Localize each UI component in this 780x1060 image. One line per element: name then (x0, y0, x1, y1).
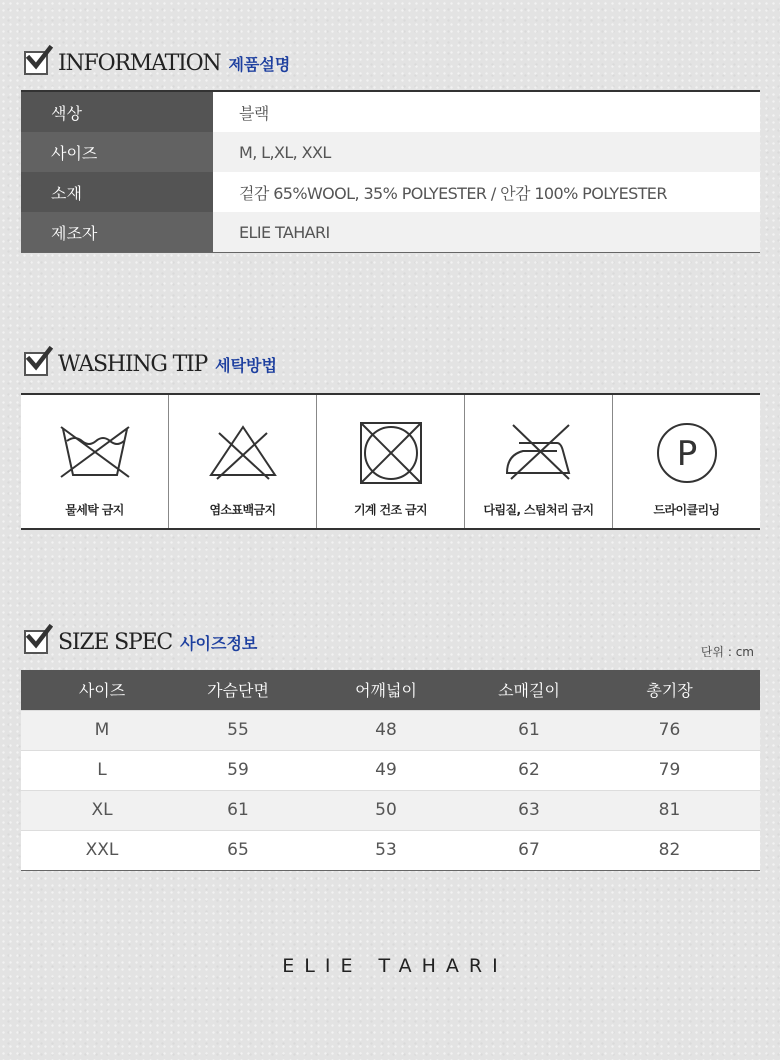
size-header-row (21, 670, 760, 710)
info-value: M, L,XL, XXL (213, 132, 760, 172)
washing-table (21, 393, 760, 530)
information-table (21, 90, 760, 253)
wash-item (613, 395, 760, 528)
checkmark-icon (24, 51, 48, 75)
checkmark-icon (24, 630, 48, 654)
size-col-header: 어깨넓이 (293, 670, 479, 710)
dry-clean-glyph: P (676, 434, 697, 474)
table-cell: 59 (183, 750, 293, 790)
no-iron-icon (499, 421, 579, 481)
table-cell: XXL (21, 830, 183, 870)
washing-header (24, 349, 277, 379)
table-cell: 55 (183, 710, 293, 750)
table-cell: XL (21, 790, 183, 830)
table-row (21, 790, 760, 830)
info-label: 소재 (21, 172, 213, 212)
wash-item (317, 395, 465, 528)
table-cell: 53 (293, 830, 479, 870)
table-cell: L (21, 750, 183, 790)
info-row-color (21, 92, 760, 132)
table-row (21, 750, 760, 790)
info-label: 색상 (21, 92, 213, 132)
info-row-maker (21, 212, 760, 252)
information-subtitle: 제품설명 (228, 54, 291, 74)
wash-item (21, 395, 169, 528)
table-cell: 81 (579, 790, 760, 830)
size-col-header: 사이즈 (21, 670, 183, 710)
unit-label: 단위 : cm (700, 645, 754, 659)
no-tumble-dry-icon (351, 421, 431, 485)
table-cell: 49 (293, 750, 479, 790)
wash-label: 다림질, 스팀처리 금지 (483, 503, 594, 517)
table-cell: 48 (293, 710, 479, 750)
washing-title: WASHING TIP (58, 351, 208, 377)
information-header (24, 48, 290, 78)
dry-clean-p-icon (647, 421, 727, 485)
info-value: 블랙 (213, 92, 760, 132)
checkmark-icon (24, 352, 48, 376)
information-title: INFORMATION (58, 50, 221, 76)
wash-label: 드라이클리닝 (653, 503, 720, 517)
table-cell: 82 (579, 830, 760, 870)
table-cell: 67 (479, 830, 579, 870)
table-row (21, 710, 760, 750)
wash-item (169, 395, 317, 528)
size-col-header: 소매길이 (479, 670, 579, 710)
info-row-size (21, 132, 760, 172)
washing-subtitle: 세탁방법 (215, 355, 277, 375)
info-label: 사이즈 (21, 132, 213, 172)
info-value: ELIE TAHARI (213, 212, 760, 252)
no-water-wash-icon (55, 421, 135, 481)
table-cell: 79 (579, 750, 760, 790)
size-title: SIZE SPEC (58, 629, 173, 655)
brand-logo: ELIE TAHARI (282, 955, 508, 977)
info-row-material (21, 172, 760, 212)
info-value: 겉감 65%WOOL, 35% POLYESTER / 안감 100% POLYESTER (213, 172, 760, 212)
size-table (21, 670, 760, 871)
table-cell: 61 (183, 790, 293, 830)
size-subtitle: 사이즈정보 (180, 633, 258, 653)
table-cell: 65 (183, 830, 293, 870)
size-col-header: 가슴단면 (183, 670, 293, 710)
table-cell: 62 (479, 750, 579, 790)
table-cell: M (21, 710, 183, 750)
wash-item (465, 395, 613, 528)
table-cell: 63 (479, 790, 579, 830)
table-cell: 76 (579, 710, 760, 750)
table-row (21, 830, 760, 870)
wash-label: 물세탁 금지 (65, 503, 124, 517)
wash-label: 기계 건조 금지 (353, 503, 428, 517)
no-bleach-icon (203, 421, 283, 481)
table-cell: 61 (479, 710, 579, 750)
wash-label: 염소표백금지 (209, 503, 276, 517)
size-header (24, 627, 257, 657)
table-cell: 50 (293, 790, 479, 830)
info-label: 제조자 (21, 212, 213, 252)
size-col-header: 총기장 (579, 670, 760, 710)
